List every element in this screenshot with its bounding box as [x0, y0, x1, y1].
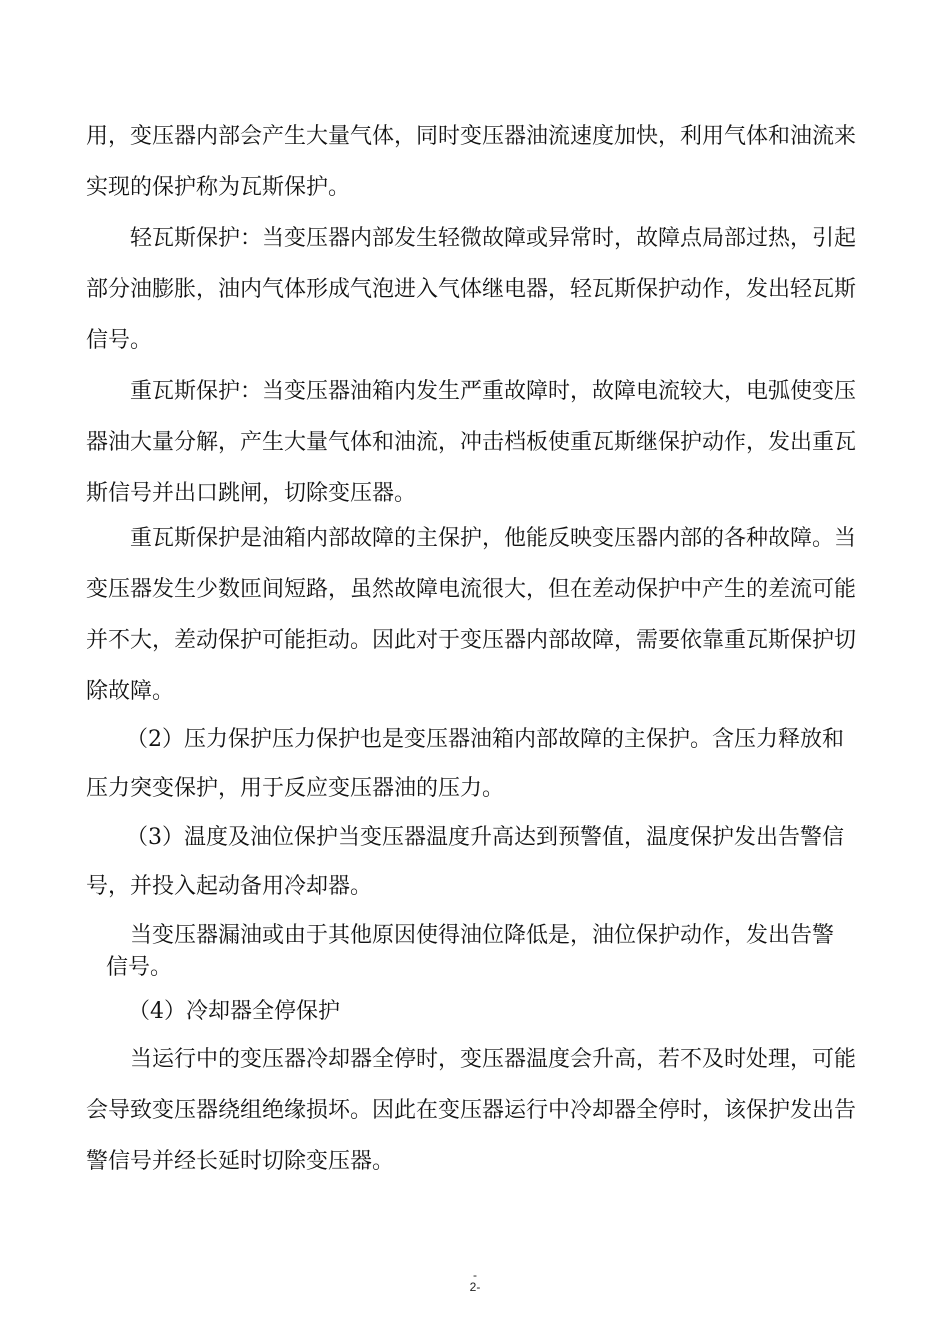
text-line: 会导致变压器绕组绝缘损坏。因此在变压器运行中冷却器全停时，该保护发出告: [86, 1098, 857, 1123]
text-line: 用，变压器内部会产生大量气体，同时变压器油流速度加快，利用气体和油流来: [86, 124, 857, 149]
page-number: 2-: [469, 1280, 481, 1294]
text-line: 信号。: [86, 328, 153, 353]
text-line: 部分油膨胀，油内气体形成气泡进入气体继电器，轻瓦斯保护动作，发出轻瓦斯: [86, 277, 857, 302]
page-number-dash: -: [473, 1268, 477, 1282]
text-line: 变压器发生少数匝间短路，虽然故障电流很大，但在差动保护中产生的差流可能: [86, 577, 857, 602]
text-line: 斯信号并出口跳闸，切除变压器。: [86, 481, 417, 506]
text-line: 警信号并经长延时切除变压器。: [86, 1149, 395, 1174]
text-line: （2）压力保护压力保护也是变压器油箱内部故障的主保护。含压力释放和: [126, 727, 844, 752]
text-line: 当运行中的变压器冷却器全停时，变压器温度会升高，若不及时处理，可能: [130, 1047, 857, 1072]
text-line: 当变压器漏油或由于其他原因使得油位降低是，油位保护动作，发出告警: [130, 923, 835, 948]
text-line: 轻瓦斯保护：当变压器内部发生轻微故障或异常时，故障点局部过热，引起: [130, 226, 857, 251]
text-line: （3）温度及油位保护当变压器温度升高达到预警值，温度保护发出告警信: [126, 825, 844, 850]
text-line: 号，并投入起动备用冷却器。: [86, 874, 373, 899]
text-line: 除故障。: [86, 679, 175, 704]
text-line: 重瓦斯保护是油箱内部故障的主保护，他能反映变压器内部的各种故障。当: [130, 526, 857, 551]
text-line: 压力突变保护，用于反应变压器油的压力。: [86, 776, 505, 801]
text-line: 并不大，差动保护可能拒动。因此对于变压器内部故障，需要依靠重瓦斯保护切: [86, 628, 857, 653]
text-line: 重瓦斯保护：当变压器油箱内发生严重故障时，故障电流较大，电弧使变压: [130, 379, 857, 404]
text-line: 信号。: [106, 955, 173, 980]
text-line: （4）冷却器全停保护: [128, 999, 340, 1024]
text-line: 器油大量分解，产生大量气体和油流，冲击档板使重瓦斯继保护动作，发出重瓦: [86, 430, 857, 455]
text-line: 实现的保护称为瓦斯保护。: [86, 175, 351, 200]
